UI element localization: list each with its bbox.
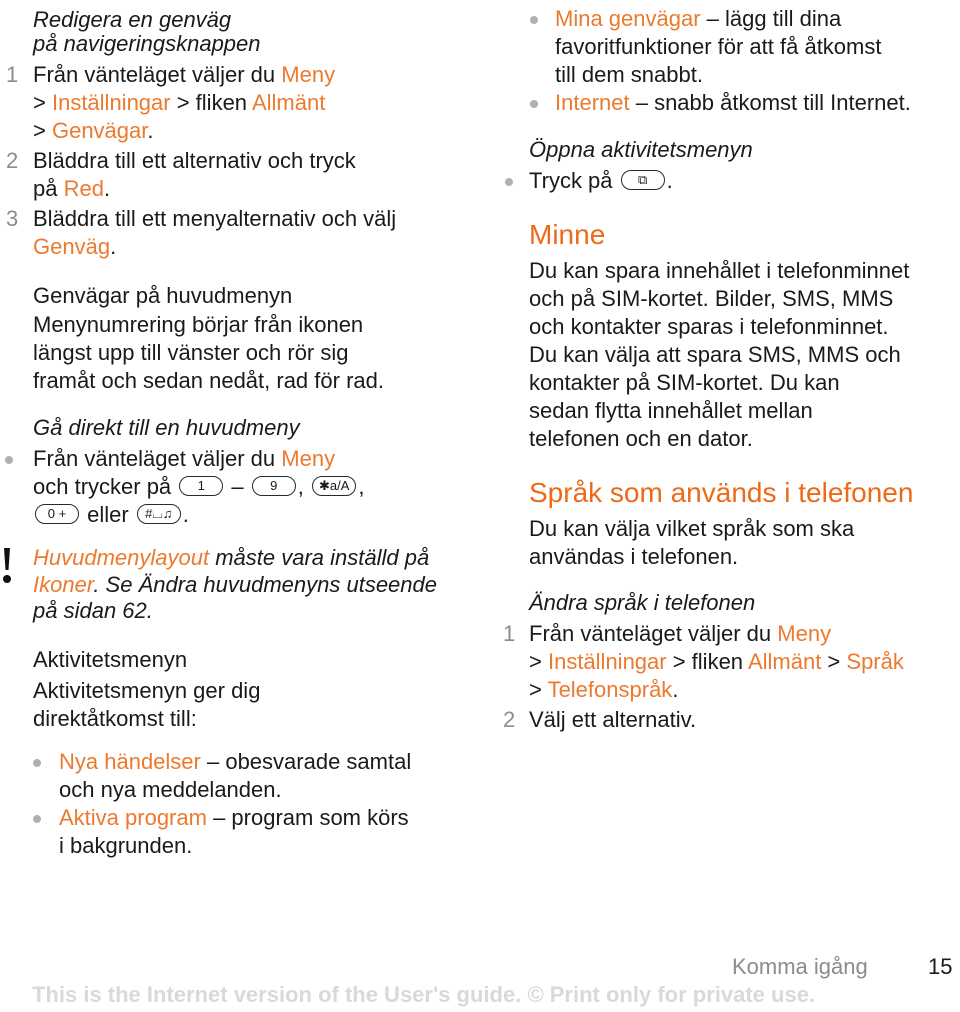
main-shortcuts-text: Menynumrering börjar från ikonen [33, 312, 364, 337]
change-language-title: Ändra språk i telefonen [529, 590, 756, 615]
memory-text: Du kan välja att spara SMS, MMS och [529, 342, 901, 367]
step-number: 1 [503, 621, 516, 646]
change-step1-line1: Från vänteläget väljer du Meny [529, 621, 832, 646]
key-9-icon: 9 [252, 476, 296, 496]
link-installningar-lang[interactable]: Inställningar [547, 649, 667, 674]
language-text: Du kan välja vilket språk som ska [529, 516, 855, 541]
step-number: 2 [503, 707, 516, 732]
internet-version-notice: This is the Internet version of the User's guide. © Print only for private use. [32, 982, 816, 1007]
edit-heading-line2: på navigeringsknappen [33, 31, 261, 56]
open-activity-title: Öppna aktivitetsmenyn [529, 137, 753, 162]
bullet-dot [530, 16, 538, 24]
step3-line2: Genväg. [33, 234, 117, 259]
warning-line1: Huvudmenylayout måste vara inställd på [33, 545, 430, 570]
bullet-dot [530, 100, 538, 108]
link-telefonsprak[interactable]: Telefonspråk [547, 677, 673, 702]
key-0-icon: 0 + [35, 504, 79, 524]
bullet-dot [33, 759, 41, 767]
warning-line2: Ikoner. Se Ändra huvudmenyns utseende [33, 572, 438, 597]
activity-bullet1-line2: och nya meddelanden. [59, 777, 282, 802]
direct-line2: och trycker på 1 – 9 , ✱a/A , [33, 474, 365, 499]
link-genvag[interactable]: Genväg [33, 234, 111, 259]
key-hash-icon: #⌴♫ [137, 504, 181, 524]
link-meny[interactable]: Meny [281, 62, 336, 87]
step3-line1: Bläddra till ett menyalternativ och välj [33, 206, 397, 231]
memory-text: Du kan spara innehållet i telefonminnet [529, 258, 910, 283]
bullet-dot [5, 456, 13, 464]
bullet-dot [505, 178, 513, 186]
step2-line1: Bläddra till ett alternativ och tryck [33, 148, 356, 173]
shortcuts-bullet-line1: Mina genvägar – lägg till dina [555, 6, 842, 31]
link-genvagar[interactable]: Genvägar [51, 118, 148, 143]
warning-icon [2, 548, 12, 584]
shortcuts-bullet-line3: till dem snabbt. [555, 62, 703, 87]
language-text: användas i telefonen. [529, 544, 739, 569]
activity-text: Aktivitetsmenyn ger dig [33, 678, 261, 703]
activity-title: Aktivitetsmenyn [33, 647, 188, 672]
memory-text: kontakter på SIM-kortet. Du kan [529, 370, 840, 395]
link-red[interactable]: Red [63, 176, 104, 201]
link-ikoner[interactable]: Ikoner [33, 572, 94, 597]
direct-title: Gå direkt till en huvudmeny [33, 415, 300, 440]
memory-text: och kontakter sparas i telefonminnet. [529, 314, 889, 339]
step-number: 3 [6, 206, 19, 231]
link-huvudmenylayout[interactable]: Huvudmenylayout [33, 545, 210, 570]
memory-text: sedan flytta innehållet mellan [529, 398, 813, 423]
edit-heading-line1: Redigera en genväg [33, 7, 232, 32]
bullet-dot [33, 815, 41, 823]
memory-heading: Minne [529, 219, 606, 250]
shortcuts-bullet-line2: favoritfunktioner för att få åtkomst [555, 34, 882, 59]
activity-text: direktåtkomst till: [33, 706, 197, 731]
link-meny-direct[interactable]: Meny [281, 446, 336, 471]
step-number: 2 [6, 148, 19, 173]
main-shortcuts-title: Genvägar på huvudmenyn [33, 283, 293, 308]
activity-bullet2-line1: Aktiva program – program som körs [59, 805, 409, 830]
step1-line1: Från vänteläget väljer du Meny [33, 62, 336, 87]
main-shortcuts-text: längst upp till vänster och rör sig [33, 340, 349, 365]
change-step2: Välj ett alternativ. [529, 707, 697, 732]
direct-line3: 0 + eller #⌴♫ . [33, 501, 189, 529]
memory-text: telefonen och en dator. [529, 426, 753, 451]
page-number: 15 [928, 954, 953, 979]
footer-section-label: Komma igång [732, 954, 868, 979]
link-allmant[interactable]: Allmänt [251, 90, 326, 115]
step2-line2: på Red. [33, 176, 111, 201]
main-shortcuts-text: framåt och sedan nedåt, rad för rad. [33, 368, 384, 393]
link-installningar[interactable]: Inställningar [51, 90, 171, 115]
open-activity-line: Tryck på ⧉ . [529, 168, 673, 193]
direct-line1: Från vänteläget väljer du Meny [33, 446, 336, 471]
change-step1-line2: > Inställningar > fliken Allmänt > Språk [529, 649, 904, 674]
activity-key-icon: ⧉ [621, 170, 665, 190]
step1-line2: > Inställningar > fliken Allmänt [33, 90, 326, 115]
link-aktiva-program[interactable]: Aktiva program [59, 805, 207, 830]
warning-line3: på sidan 62. [33, 598, 153, 623]
link-mina-genvagar[interactable]: Mina genvägar [555, 6, 701, 31]
memory-text: och på SIM-kortet. Bilder, SMS, MMS [529, 286, 894, 311]
activity-bullet1-line1: Nya händelser – obesvarade samtal [59, 749, 412, 774]
link-allmant-lang[interactable]: Allmänt [747, 649, 822, 674]
activity-bullet2-line2: i bakgrunden. [59, 833, 193, 858]
internet-bullet: Internet – snabb åtkomst till Internet. [555, 90, 911, 115]
language-heading: Språk som används i telefonen [529, 477, 914, 508]
key-star-icon: ✱a/A [312, 476, 356, 496]
key-1-icon: 1 [179, 476, 223, 496]
step1-line3: > Genvägar. [33, 118, 154, 143]
change-step1-line3: > Telefonspråk. [529, 677, 679, 702]
link-sprak[interactable]: Språk [846, 649, 904, 674]
step-number: 1 [6, 62, 19, 87]
link-nya-handelser[interactable]: Nya händelser [59, 749, 201, 774]
link-meny-lang[interactable]: Meny [777, 621, 832, 646]
link-internet[interactable]: Internet [555, 90, 630, 115]
